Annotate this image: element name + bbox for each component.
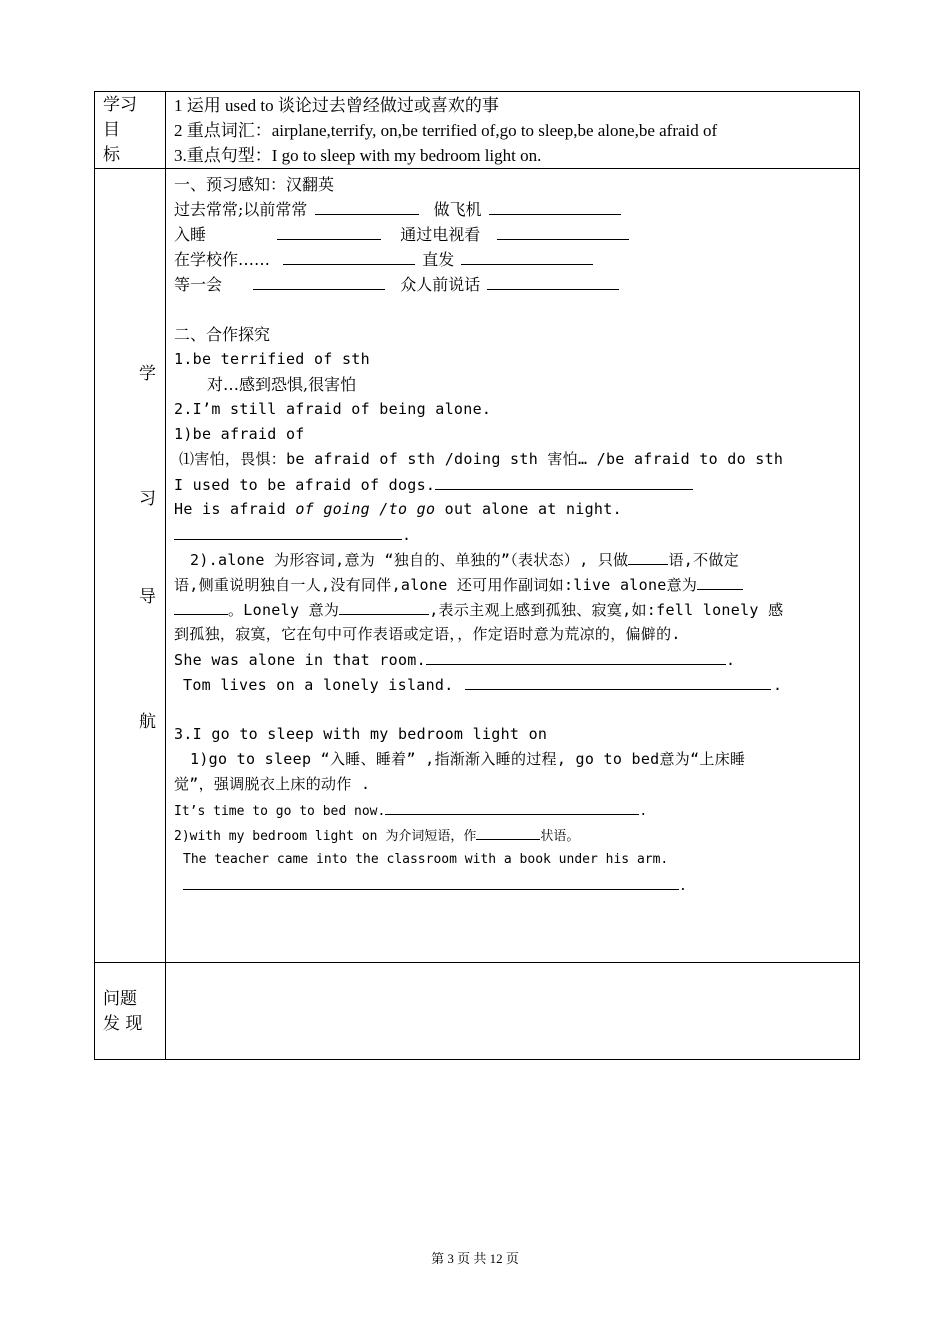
answer-blank[interactable] <box>183 872 679 890</box>
preview-prompt: 做飞机 <box>433 200 482 219</box>
point-3-note: 状语。 <box>540 829 580 844</box>
answer-blank[interactable] <box>385 797 639 815</box>
preview-prompt: 众人前说话 <box>400 275 481 294</box>
guide-label-cell <box>95 169 166 963</box>
alone-note-text: 2).alone 为形容词,意为 “独自的、单独的”（表状态）, 只做 <box>190 551 629 569</box>
example-sentence: It’s time to go to bed now. <box>174 804 386 819</box>
example-sentence: I used to be afraid of dogs. <box>174 476 436 494</box>
explore-heading: 二、合作探究 <box>174 325 271 344</box>
point-3-note-row <box>174 822 853 847</box>
study-guide-row <box>95 169 860 963</box>
goals-label-line: 学习 <box>103 95 137 115</box>
goals-label-line: 目 <box>103 120 120 140</box>
answer-blank[interactable] <box>339 597 429 615</box>
preview-item-row <box>174 197 853 222</box>
goal-item: 3.重点句型：I go to sleep with my bedroom light on. <box>174 146 542 165</box>
preview-item-row <box>174 247 853 272</box>
answer-blank[interactable] <box>435 472 693 490</box>
example-sentence: The teacher came into the classroom with a book under his arm. <box>183 852 669 867</box>
answer-blank[interactable] <box>174 597 228 615</box>
alone-note-line: 到孤独，寂寞，它在句中可作表语或定语，，作定语时意为荒凉的，偏僻的. <box>174 625 681 643</box>
point-2-title: 2.I’m still afraid of being alone. <box>174 400 492 418</box>
answer-blank[interactable] <box>426 647 726 665</box>
answer-blank[interactable] <box>487 272 619 290</box>
example-row <box>174 497 853 522</box>
alone-note-text: ,表示主观上感到孤独、寂寞,如:fell lonely 感 <box>429 601 784 619</box>
guide-content-cell <box>166 169 860 963</box>
issue-label-cell <box>95 963 166 1060</box>
point-1-meaning: 对…感到恐惧,很害怕 <box>207 375 357 394</box>
example-row <box>174 797 853 822</box>
goal-item: 2 重点词汇：airplane,terrify, on,be terrified of,go to sleep,be alone,be afraid of <box>174 121 718 140</box>
period: . <box>725 651 736 669</box>
learning-goals-row <box>95 92 860 169</box>
example-row <box>174 647 853 672</box>
point-3-note: 觉”，强调脱衣上床的动作 . <box>174 775 371 793</box>
goals-content-cell <box>166 92 860 169</box>
answer-blank[interactable] <box>461 247 593 265</box>
point-3-note: 2)with my bedroom light on 为介词短语，作 <box>174 829 477 844</box>
goals-label-line: 标 <box>103 145 120 165</box>
issue-content-cell[interactable] <box>166 963 860 1060</box>
point-1-title: 1.be terrified of sth <box>174 350 370 368</box>
alone-note-line <box>174 572 853 597</box>
preview-prompt: 等一会 <box>174 275 223 294</box>
answer-blank[interactable] <box>315 197 419 215</box>
answer-blank[interactable] <box>465 672 771 690</box>
answer-row <box>174 522 853 547</box>
alone-note-line <box>174 547 853 572</box>
alone-note-text: 。Lonely 意为 <box>228 601 340 619</box>
period: . <box>772 676 783 694</box>
answer-blank[interactable] <box>628 547 668 565</box>
example-sentence: Tom lives on a lonely island. <box>183 676 454 694</box>
answer-blank[interactable] <box>489 197 621 215</box>
answer-blank[interactable] <box>174 522 402 540</box>
answer-blank[interactable] <box>497 222 629 240</box>
example-row <box>174 672 853 697</box>
issue-label-line: 问题 <box>103 989 137 1009</box>
page-footer: 第 3 页 共 12 页 <box>431 1251 519 1266</box>
guide-label-char: 导 <box>139 587 156 607</box>
answer-row <box>174 872 853 897</box>
goal-item: 1 运用 used to 谈论过去曾经做过或喜欢的事 <box>174 96 499 115</box>
study-plan-table <box>94 91 860 1060</box>
answer-blank[interactable] <box>277 222 381 240</box>
guide-label-char: 航 <box>139 712 156 732</box>
preview-heading: 一、预习感知：汉翻英 <box>174 175 335 194</box>
example-sentence: He is afraid <box>174 500 286 518</box>
preview-prompt: 入睡 <box>174 225 207 244</box>
problem-found-row <box>95 963 860 1060</box>
preview-item-row <box>174 272 853 297</box>
guide-label-char: 学 <box>139 364 156 384</box>
answer-blank[interactable] <box>283 247 415 265</box>
example-sentence: out alone at night. <box>444 500 622 518</box>
point-2-usage: ⑴害怕，畏惧：be afraid of sth /doing sth 害怕… /be afraid to do sth <box>179 450 784 468</box>
answer-blank[interactable] <box>253 272 385 290</box>
alone-note-text: 语,侧重说明独自一人,没有同伴,alone 还可用作副词如:live alone意为 <box>174 576 698 594</box>
alone-note-text: 语,不做定 <box>668 551 739 569</box>
preview-prompt: 在学校作…… <box>174 250 271 269</box>
example-row <box>174 472 853 497</box>
example-sentence: She was alone in that room. <box>174 651 426 669</box>
alone-note-line <box>174 597 853 622</box>
period: . <box>639 804 648 819</box>
guide-label-char: 习 <box>139 489 156 509</box>
answer-blank[interactable] <box>697 572 743 590</box>
issue-label-line: 发 现 <box>103 1014 143 1034</box>
period: . <box>679 879 687 894</box>
point-3-note: 1)go to sleep “入睡、睡着” ,指渐渐入睡的过程, go to bed意为“上床睡 <box>190 750 746 768</box>
example-emphasis: of going /to go <box>295 500 436 518</box>
point-3-title: 3.I go to sleep with my bedroom light on <box>174 725 548 743</box>
answer-blank[interactable] <box>476 822 540 840</box>
preview-prompt: 通过电视看 <box>400 225 481 244</box>
preview-prompt: 直发 <box>422 250 455 269</box>
goals-label-cell <box>95 92 166 169</box>
period: . <box>402 526 412 544</box>
preview-item-row <box>174 222 853 247</box>
preview-prompt: 过去常常;以前常常 <box>174 200 308 219</box>
point-2-sub: 1)be afraid of <box>174 425 305 443</box>
